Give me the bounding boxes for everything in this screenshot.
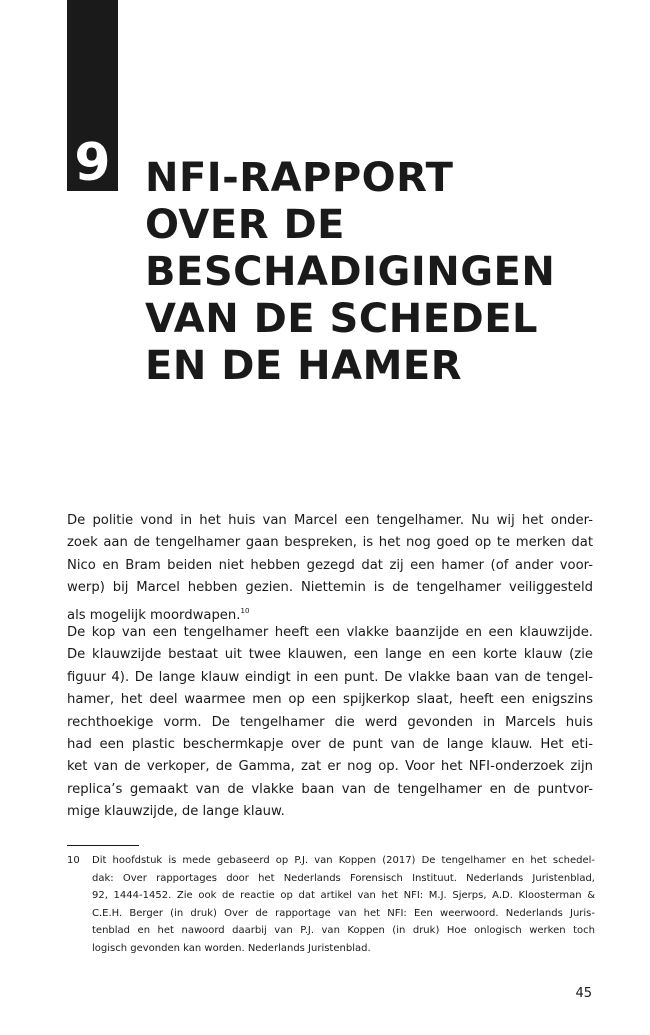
body-line: figuur 4). De lange klauw eindigt in een punt. De vlakke baan van de tengel- — [67, 669, 593, 685]
footnote-number: 10 — [67, 855, 80, 866]
body-line: De kop van een tengelhamer heeft een vlakke baanzijde en een klauwzijde. — [67, 624, 593, 640]
footnote-line: tenblad en het nawoord daarbij van P.J. van Koppen (in druk) Hoe onlogisch werken toch — [92, 925, 595, 937]
chapter-title-line: NFI-RAPPORT — [145, 155, 454, 201]
footnote-text — [92, 852, 595, 958]
body-line: De politie vond in het huis van Marcel een tengelhamer. Nu wij het onder- — [67, 513, 593, 528]
footnote-divider — [67, 845, 139, 846]
body-line: replica’s gemaakt van de vlakke baan van de tengelhamer en de puntvor- — [67, 781, 593, 797]
chapter-title-line: VAN DE SCHEDEL — [145, 296, 539, 342]
footnote-line: Dit hoofdstuk is mede gebaseerd op P.J. van Koppen (2017) De tengelhamer en het schedel- — [92, 855, 595, 866]
body-line: ket van de verkoper, de Gamma, zat er nog op. Voor het NFI-onderzoek zijn — [67, 759, 593, 775]
footnote-line: 92, 1444-1452. Zie ook de reactie op dat artikel van het NFI: M.J. Sjerps, A.D. Kloosterman & — [92, 890, 595, 902]
body-line: mige klauwzijde, de lange klauw. — [67, 804, 285, 820]
chapter-title-line: BESCHADIGINGEN — [145, 249, 556, 295]
body-line: zoek aan de tengelhamer gaan bespreken, is het nog goed op te merken dat — [67, 535, 593, 551]
body-line: De klauwzijde bestaat uit twee klauwen, een lange en een korte klauw (zie — [67, 647, 593, 663]
chapter-title — [145, 155, 625, 390]
chapter-title-line: OVER DE — [145, 202, 345, 248]
body-text — [67, 510, 593, 823]
paragraph-2 — [67, 622, 593, 824]
footnote-line: logisch gevonden kan worden. Nederlands Juristenblad. — [92, 942, 371, 954]
footnote-line: C.E.H. Berger (in druk) Over de rapportage van het NFI: Een weerwoord. Nederlands Juris- — [92, 907, 595, 919]
page-number: 45 — [575, 986, 592, 1001]
chapter-number: 9 — [74, 133, 111, 193]
body-line: hamer, het deel waarmee men op een spijkerkop slaat, heeft een enigszins — [67, 692, 593, 708]
body-line: werp) bij Marcel hebben gezien. Niettemin is de tengelhamer veiliggesteld — [67, 580, 593, 596]
body-line — [67, 600, 593, 622]
footnote-line: dak: Over rapportages door het Nederlands Forensisch Instituut. Nederlands Juristenblad, — [92, 872, 595, 884]
footnote-reference[interactable]: 10 — [240, 606, 250, 615]
body-line: rechthoekige vorm. De tengelhamer die werd gevonden in Marcels huis — [67, 714, 593, 730]
body-line: had een plastic beschermkapje over de punt van de lange klauw. Het eti- — [67, 736, 593, 752]
chapter-title-line: EN DE HAMER — [145, 343, 463, 389]
body-line: Nico en Bram beiden niet hebben gezegd dat zij een hamer (of ander voor- — [67, 557, 593, 573]
paragraph-1 — [67, 510, 593, 622]
body-line-text: als mogelijk moordwapen. — [67, 607, 241, 623]
